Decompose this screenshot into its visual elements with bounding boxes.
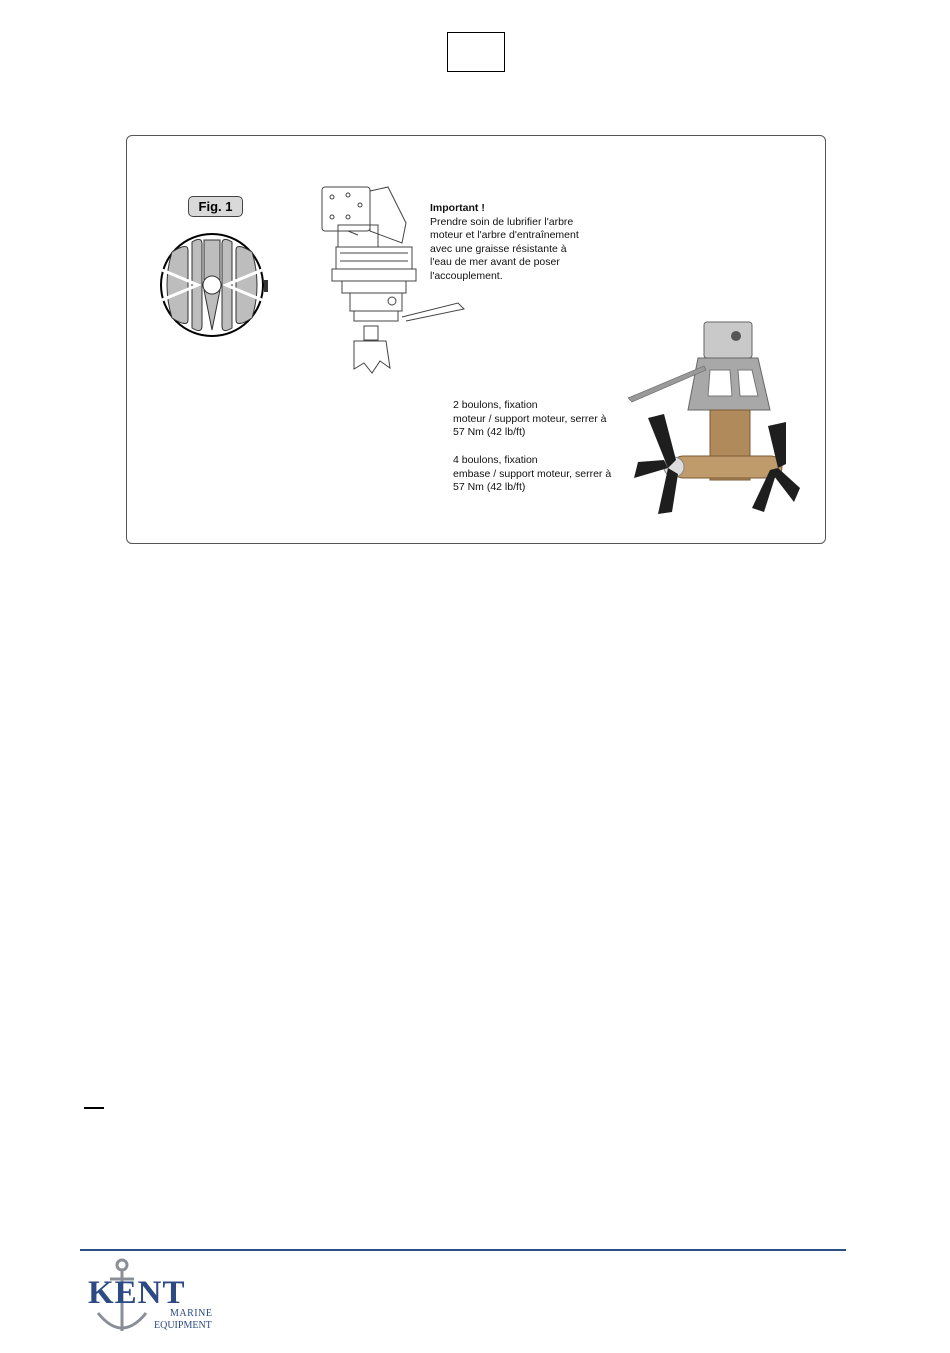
important-line: l'accouplement. bbox=[430, 269, 503, 282]
important-line: moteur et l'arbre d'entraînement bbox=[430, 229, 579, 241]
logo-wordmark: KENT bbox=[88, 1275, 186, 1311]
footer-rule bbox=[80, 1249, 846, 1251]
note-line: embase / support moteur, serrer à bbox=[453, 467, 612, 480]
important-note bbox=[430, 202, 630, 283]
note-line: 57 Nm (42 lb/ft) bbox=[453, 481, 526, 493]
note-line: 57 Nm (42 lb/ft) bbox=[453, 426, 526, 438]
note-line: 2 boulons, fixation bbox=[453, 399, 538, 411]
important-line: Prendre soin de lubrifier l'arbre bbox=[430, 215, 574, 228]
company-logo bbox=[84, 1257, 213, 1339]
thruster-grille-icon bbox=[158, 230, 274, 342]
margin-dash bbox=[84, 1107, 104, 1109]
bolt-note-base bbox=[453, 454, 643, 495]
bolt-note-motor bbox=[453, 399, 643, 440]
important-line: avec une graisse résistante à bbox=[430, 242, 567, 255]
logo-subtitle-marine: MARINE bbox=[170, 1308, 213, 1319]
important-line: l'eau de mer avant de poser bbox=[430, 256, 560, 268]
figure-label: Fig. 1 bbox=[188, 196, 243, 217]
important-title: Important ! bbox=[430, 202, 485, 214]
note-line: 4 boulons, fixation bbox=[453, 454, 538, 466]
page-number-box bbox=[447, 32, 505, 72]
note-line: moteur / support moteur, serrer à bbox=[453, 412, 607, 425]
logo-subtitle-equipment: EQUIPMENT bbox=[154, 1320, 212, 1331]
thruster-photo-icon bbox=[628, 318, 808, 523]
